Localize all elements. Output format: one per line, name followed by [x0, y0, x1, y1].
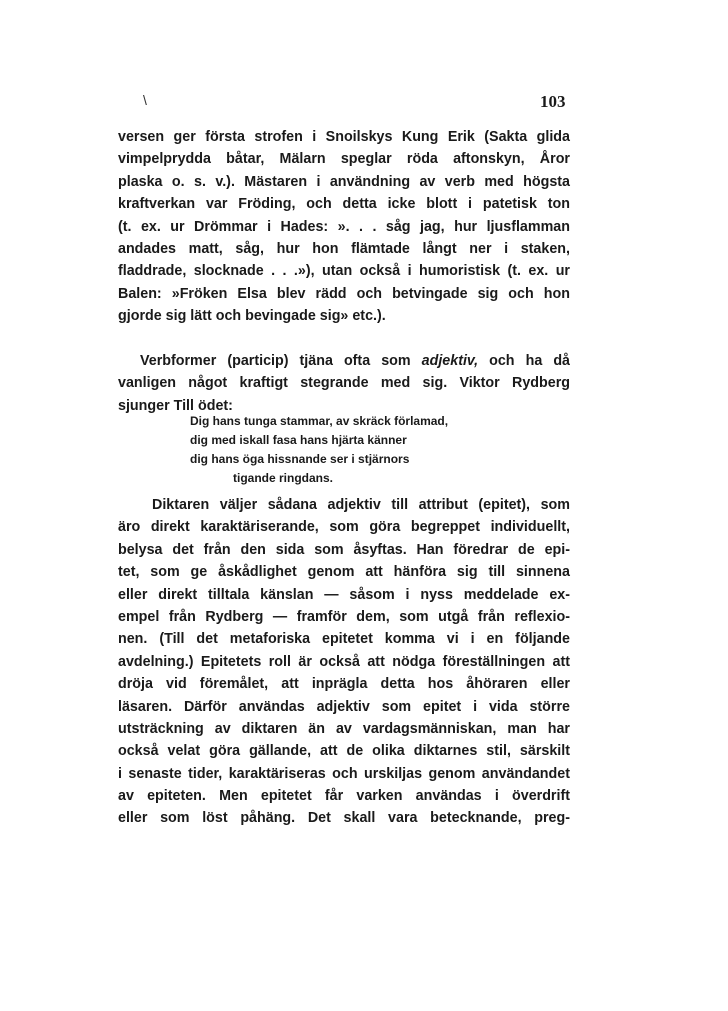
text-line: empel från Rydberg — framför dem, som utgå från reflexio-	[118, 608, 570, 625]
text-line: eller direkt tilltala känslan — såsom i nyss meddelade ex-	[118, 586, 570, 603]
poem-line: dig hans öga hissnande ser i stjärnors	[190, 452, 410, 466]
text-line: Diktaren väljer sådana adjektiv till attribut (epitet), som	[152, 497, 570, 513]
paragraph-3	[118, 494, 570, 830]
paragraph-1	[118, 126, 570, 328]
text-line: nen. (Till det metaforiska epitetet komma vi i en följande	[118, 631, 570, 648]
text-line: i senaste tider, karaktäriseras och urskiljas genom användandet	[118, 765, 570, 782]
poem-line: Dig hans tunga stammar, av skräck förlamad,	[190, 414, 449, 428]
text-line: läsaren. Därför användas adjektiv som epitet i vida större	[118, 698, 570, 715]
text-line: gjorde sig lätt och bevingade sig» etc.).	[118, 308, 386, 325]
text-line: tet, som ge åskådlighet genom att hänföra sig till sinnena	[118, 564, 570, 581]
text-line: plaska o. s. v.). Mästaren i användning av verb med högsta	[118, 173, 570, 190]
poem-line: dig med iskall fasa hans hjärta känner	[190, 433, 407, 447]
page-number: 103	[540, 92, 566, 111]
text-line: versen ger första strofen i Snoilskys Kung Erik (Sakta glida	[118, 129, 570, 145]
text-line: vanligen något kraftigt stegrande med sig. Viktor Rydberg	[118, 375, 570, 392]
text-line: vimpelprydda båtar, Mälarn speglar röda aftonskyn, Åror	[118, 151, 570, 168]
text-line: Balen: »Fröken Elsa blev rädd och betvingade sig och hon	[118, 285, 570, 302]
text-line: eller som löst påhäng. Det skall vara betecknande, preg-	[118, 810, 570, 827]
text-line	[118, 350, 570, 372]
text-fragment: och ha då	[478, 353, 570, 369]
text-line: sjunger Till ödet:	[118, 397, 233, 414]
poem-quote	[190, 412, 448, 488]
poem-line: tigande ringdans.	[233, 471, 334, 485]
text-line: andades matt, såg, hur hon flämtade långt ner i staken,	[118, 240, 570, 257]
text-line: avdelning.) Epitetets roll är också att nödga föreställningen att	[118, 653, 570, 670]
text-line: dröja vid föremålet, att inprägla detta hos åhöraren eller	[118, 676, 570, 693]
text-line: också velat göra gällande, att de olika diktarnes stil, särskilt	[118, 743, 570, 760]
text-fragment: Verbformer (particip) tjäna ofta som	[140, 353, 422, 369]
header-mark: \	[143, 92, 147, 108]
text-line: äro direkt karaktäriserande, som göra begreppet individuellt,	[118, 519, 570, 536]
text-line: kraftverkan var Fröding, och detta icke blott i patetisk ton	[118, 196, 570, 213]
text-line: fladdrade, slocknade . . .»), utan också i humoristisk (t. ex. ur	[118, 263, 570, 280]
emphasized-word: adjektiv,	[421, 353, 479, 369]
text-line: utsträckning av diktaren än av vardagsmänniskan, man har	[118, 720, 570, 737]
text-line: av epiteten. Men epitetet får varken användas i överdrift	[118, 788, 570, 805]
paragraph-2	[118, 350, 570, 417]
text-line: (t. ex. ur Drömmar i Hades: ». . . såg jag, hur ljusflamman	[118, 218, 570, 235]
text-line: belysa det från den sida som åsyftas. Han föredrar de epi-	[118, 541, 570, 558]
